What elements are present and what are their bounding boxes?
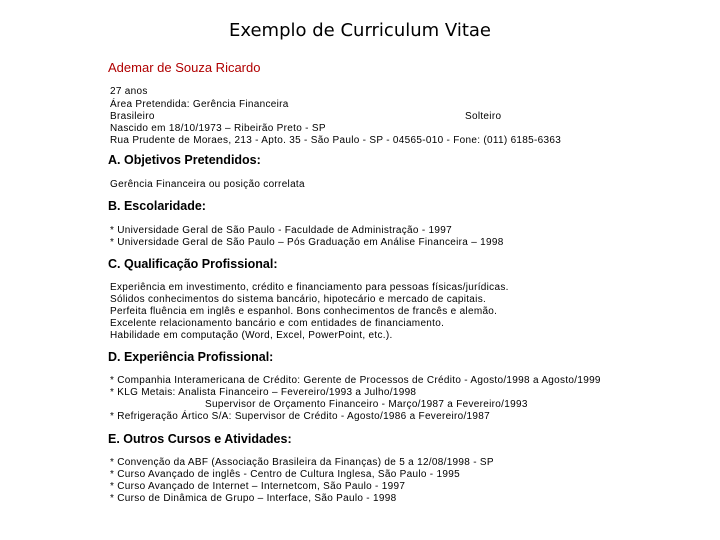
section-heading-qualifications: C. Qualificação Profissional: <box>108 257 278 271</box>
list-item: * KLG Metais: Analista Financeiro – Fevereiro/1993 a Julho/1998 <box>110 387 417 398</box>
age: 27 anos <box>110 86 148 97</box>
list-item: * Universidade Geral de São Paulo - Faculdade de Administração - 1997 <box>110 225 452 236</box>
candidate-name: Ademar de Souza Ricardo <box>108 60 261 75</box>
list-item: * Convenção da ABF (Associação Brasileira da Finanças) de 5 a 12/08/1998 - SP <box>110 457 494 468</box>
list-item: Excelente relacionamento bancário e com entidades de financiamento. <box>110 318 445 329</box>
section-heading-courses: E. Outros Cursos e Atividades: <box>108 432 292 446</box>
section-heading-experience: D. Experiência Profissional: <box>108 350 274 364</box>
list-item: Habilidade em computação (Word, Excel, PowerPoint, etc.). <box>110 330 393 341</box>
address: Rua Prudente de Moraes, 213 - Apto. 35 - São Paulo - SP - 04565-010 - Fone: (011) 6185-6363 <box>110 135 562 146</box>
list-item: * Curso de Dinâmica de Grupo – Interface, São Paulo - 1998 <box>110 493 397 504</box>
page-title: Exemplo de Curriculum Vitae <box>229 20 491 41</box>
list-item: * Companhia Interamericana de Crédito: Gerente de Processos de Crédito - Agosto/1998 a Agosto/1999 <box>110 375 601 386</box>
section-heading-objectives: A. Objetivos Pretendidos: <box>108 153 261 167</box>
nationality: Brasileiro <box>110 111 155 122</box>
birth-info: Nascido em 18/10/1973 – Ribeirão Preto - SP <box>110 123 326 134</box>
list-item: Experiência em investimento, crédito e financiamento para pessoas físicas/jurídicas. <box>110 282 509 293</box>
list-item: Gerência Financeira ou posição correlata <box>110 179 305 190</box>
list-item: Supervisor de Orçamento Financeiro - Março/1987 a Fevereiro/1993 <box>205 399 528 410</box>
list-item: * Refrigeração Ártico S/A: Supervisor de Crédito - Agosto/1986 a Fevereiro/1987 <box>110 411 490 422</box>
section-heading-education: B. Escolaridade: <box>108 199 206 213</box>
marital-status: Solteiro <box>465 111 502 122</box>
list-item: Perfeita fluência em inglês e espanhol. Bons conhecimentos de francês e alemão. <box>110 306 498 317</box>
list-item: * Curso Avançado de inglês - Centro de Cultura Inglesa, São Paulo - 1995 <box>110 469 460 480</box>
list-item: Sólidos conhecimentos do sistema bancário, hipotecário e mercado de capitais. <box>110 294 487 305</box>
target-area: Área Pretendida: Gerência Financeira <box>110 99 289 110</box>
list-item: * Universidade Geral de São Paulo – Pós Graduação em Análise Financeira – 1998 <box>110 237 504 248</box>
list-item: * Curso Avançado de Internet – Internetcom, São Paulo - 1997 <box>110 481 406 492</box>
